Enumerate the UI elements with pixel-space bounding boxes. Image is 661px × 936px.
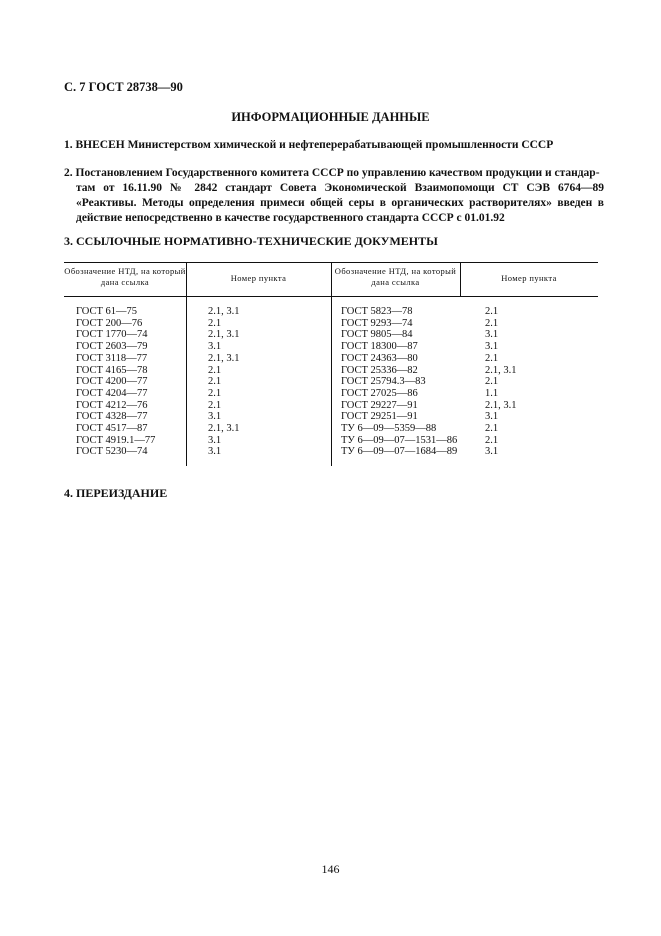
table-cell: ГОСТ 4919.1—77 [76,434,156,446]
table-cell: 3.1 [485,446,499,458]
table-cell: ГОСТ 9293—74 [341,317,413,329]
table-cell: ГОСТ 4517—87 [76,423,148,435]
table-cell: 2.1, 3.1 [208,352,240,364]
table-cell: 2.1 [208,317,222,329]
table-cell: 2.1 [208,387,222,399]
header-point-right: Номер пункта [501,273,557,283]
references-table [64,262,598,466]
table-cell: ГОСТ 3118—77 [76,352,148,364]
table-cell: 3.1 [208,446,222,458]
table-cell: ГОСТ 18300—87 [341,341,418,353]
table-cell: ГОСТ 25794.3—83 [341,376,426,388]
header-doc-right: Обозначение НТД, на который дана ссылка [334,266,457,287]
table-cell: 2.1 [208,364,222,376]
table-divider [186,262,187,466]
table-cell: ГОСТ 27025—86 [341,387,418,399]
table-cell: 2.1 [485,423,499,435]
table-cell: 2.1, 3.1 [485,364,517,376]
table-cell: ГОСТ 4200—77 [76,376,148,388]
table-divider [331,262,332,466]
table-cell: 3.1 [208,434,222,446]
table-cell: 2.1 [208,376,222,388]
item-reissue: 4. ПЕРЕИЗДАНИЕ [64,486,168,500]
table-cell: 3.1 [485,411,499,423]
table-cell: ГОСТ 24363—80 [341,352,418,364]
table-cell: ГОСТ 5230—74 [76,446,148,458]
table-cell: 2.1, 3.1 [485,399,517,411]
table-cell: 1.1 [485,387,499,399]
table-cell: ГОСТ 4328—77 [76,411,148,423]
table-cell: ГОСТ 4204—77 [76,387,148,399]
table-cell: 2.1 [485,352,499,364]
table-cell: ТУ 6—09—5359—88 [341,423,437,435]
section-title: ИНФОРМАЦИОННЫЕ ДАННЫЕ [231,110,430,124]
table-cell: ГОСТ 29251—91 [341,411,418,423]
table-cell: ГОСТ 25336—82 [341,364,418,376]
item-submitted: 1. ВНЕСЕН Министерством химической и нефтеперерабатывающей промышленности СССР [64,139,554,151]
column-doc-left [76,306,155,458]
table-cell: 2.1 [485,434,499,446]
table-cell: ГОСТ 2603—79 [76,341,148,353]
table-cell: ГОСТ 5823—78 [341,306,413,317]
table-cell: ГОСТ 4212—76 [76,399,148,411]
table-cell: 2.1 [485,317,499,329]
table-cell: ГОСТ 29227—91 [341,399,418,411]
page-header: С. 7 ГОСТ 28738—90 [64,80,183,94]
item-resolution-first-line: 2. Постановлением Государственного комитета СССР по управлению качеством продукции и стандар- [64,167,600,179]
table-cell: 2.1, 3.1 [208,329,240,341]
table-cell: ГОСТ 61—75 [76,306,138,317]
table-cell: ТУ 6—09—07—1531—86 [341,434,458,446]
table-cell: ГОСТ 9805—84 [341,329,413,341]
item-resolution-continuation: там от 16.11.90 № 2842 стандарт Совета Экономической Взаимопомощи СТ СЭВ 6764—89 «Реактивы. Методы определения примеси общей серы в органических растворителях» введен в действие непосредственно в качестве государственного стандарта СССР с 01.01.92 [76,182,604,224]
page-number: 146 [321,862,340,876]
column-point-left [208,306,240,458]
item-references-heading: 3. ССЫЛОЧНЫЕ НОРМАТИВНО-ТЕХНИЧЕСКИЕ ДОКУМЕНТЫ [64,234,438,248]
column-doc-right [341,306,457,458]
table-cell: ГОСТ 200—76 [76,317,143,329]
table-cell: 2.1, 3.1 [208,306,240,317]
table-cell: ТУ 6—09—07—1684—89 [341,446,458,458]
table-cell: 3.1 [208,411,222,423]
table-cell: ГОСТ 4165—78 [76,364,148,376]
header-point-left: Номер пункта [230,273,287,283]
table-cell: 2.1, 3.1 [208,423,240,435]
table-cell: 2.1 [208,399,222,411]
table-cell: 2.1 [485,306,499,317]
column-point-right [485,306,517,458]
table-cell: ГОСТ 1770—74 [76,329,148,341]
table-cell: 3.1 [485,341,499,353]
header-doc-left: Обозначение НТД, на который дана ссылка [64,266,186,287]
table-cell: 3.1 [485,329,499,341]
table-cell: 2.1 [485,376,499,388]
item-resolution [64,166,604,226]
table-cell: 3.1 [208,341,222,353]
